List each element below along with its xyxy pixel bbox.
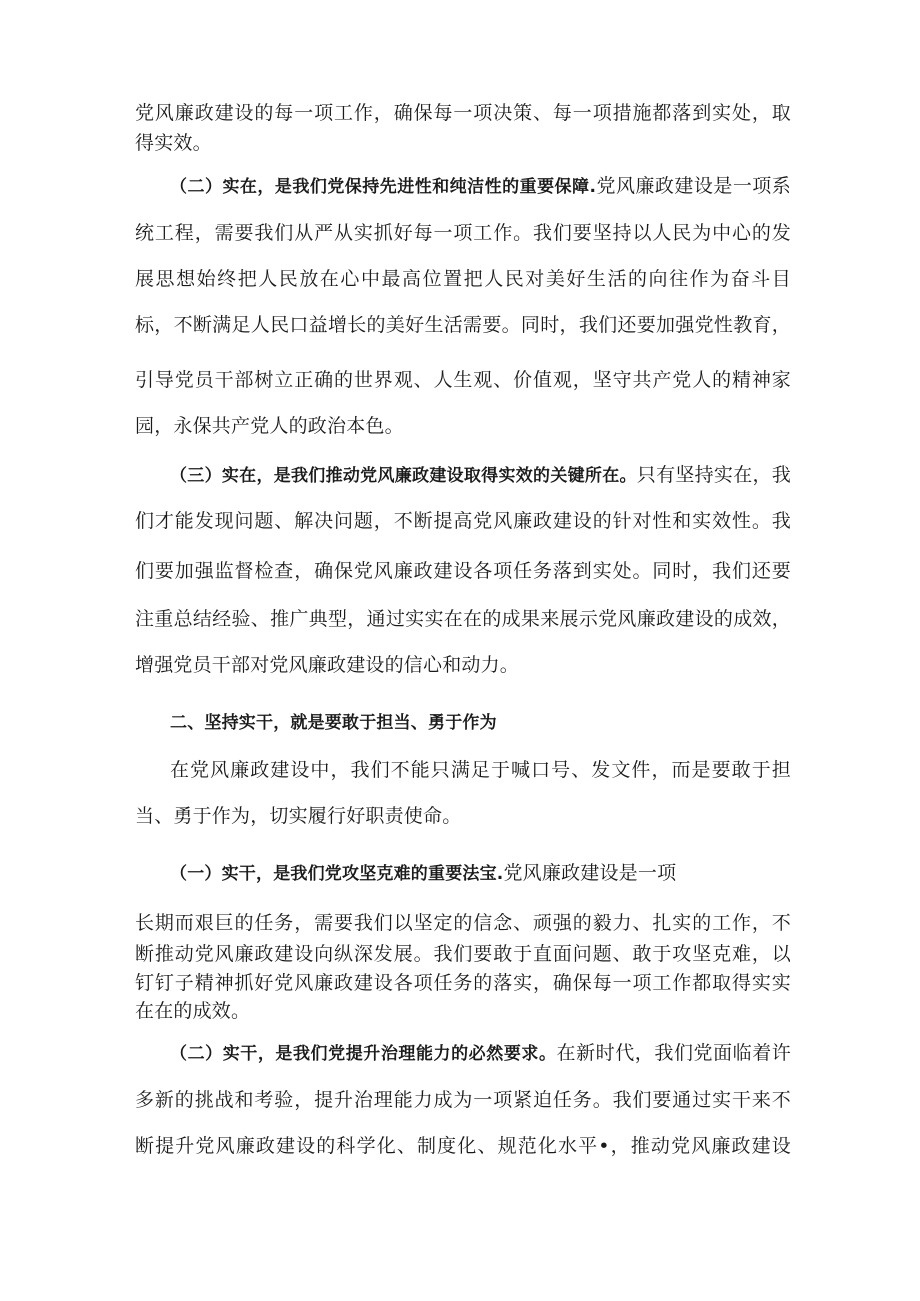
paragraph-lead-bold: （二）实在，是我们党保持先进性和纯洁性的重要保障. xyxy=(170,177,597,197)
text-line: 展思想始终把人民放在心中最高位置把人民对美好生活的向往作为奋斗目 xyxy=(135,268,791,290)
text-line: 断推动党风廉政建设向纵深发展。我们要敢于直面问题、敢于攻坚克难，以 xyxy=(135,943,791,965)
paragraph-first-line xyxy=(170,173,791,200)
text-line: 多新的挑战和考验，提升治理能力成为一项紧迫任务。我们要通过实干来不 xyxy=(135,1089,791,1111)
text-line: 们才能发现问题、解决问题，不断提高党风廉政建设的针对性和实效性。我 xyxy=(135,510,791,532)
text-line: 钉钉子精神抓好党风廉政建设各项任务的落实，确保每一项工作都取得实实 xyxy=(135,972,791,994)
text-line: 引导党员干部树立正确的世界观、人生观、价值观，坚守共产党人的精神家 xyxy=(135,369,791,391)
text-line: 统工程，需要我们从严从实抓好每一项工作。我们要坚持以人民为中心的发 xyxy=(135,222,791,244)
text-run: 在新时代，我们党面临着许 xyxy=(556,1042,791,1064)
text-run: 只有坚持实在，我 xyxy=(636,464,791,486)
paragraph-lead-bold: （二）实干，是我们党提升治理能力的必然要求。 xyxy=(170,1044,557,1064)
paragraph-lead-bold: （三）实在，是我们推动党风廉政建设取得实效的关键所在。 xyxy=(170,466,637,486)
paragraph-first-line xyxy=(170,1040,791,1067)
text-line: 们要加强监督检查，确保党风廉政建设各项任务落到实处。同时，我们还要 xyxy=(135,560,791,582)
text-line: 党风廉政建设的每一项工作，确保每一项决策、每一项措施都落到实处，取 xyxy=(135,102,791,124)
text-line: 在在的成效。 xyxy=(135,1000,251,1022)
text-run: 党风廉政建设是一项系 xyxy=(596,175,791,197)
paragraph-lead-bold: （一）实干，是我们党攻坚克难的重要法宝. xyxy=(170,864,504,884)
text-line: 在党风廉政建设中，我们不能只满足于喊口号、发文件，而是要敢于担 xyxy=(170,759,791,781)
text-line: 注重总结经验、推广典型，通过实实在在的成果来展示党风廉政建设的成效， xyxy=(135,608,791,630)
text-line: 增强党员干部对党风廉政建设的信心和动力。 xyxy=(135,654,520,676)
text-line: 当、勇于作为，切实履行好职责使命。 xyxy=(135,805,462,827)
paragraph-first-line xyxy=(170,860,791,887)
text-line: 标，不断满足人民口益增长的美好生活需要。同时，我们还要加强党性教育， xyxy=(135,314,791,336)
text-line: 得实效。 xyxy=(135,132,212,154)
text-line: 园，永保共产党人的政治本色。 xyxy=(135,415,404,437)
text-line: 长期而艰巨的任务，需要我们以坚定的信念、顽强的毅力、扎实的工作，不 xyxy=(135,912,791,934)
section-heading: 二、坚持实干，就是要敢于担当、勇于作为 xyxy=(170,713,497,733)
text-run: 党风廉政建设是一项 xyxy=(503,862,677,884)
text-line: 断提升党风廉政建设的科学化、制度化、规范化水平•，推动党风廉政建设 xyxy=(135,1135,791,1157)
paragraph-first-line xyxy=(170,462,791,489)
